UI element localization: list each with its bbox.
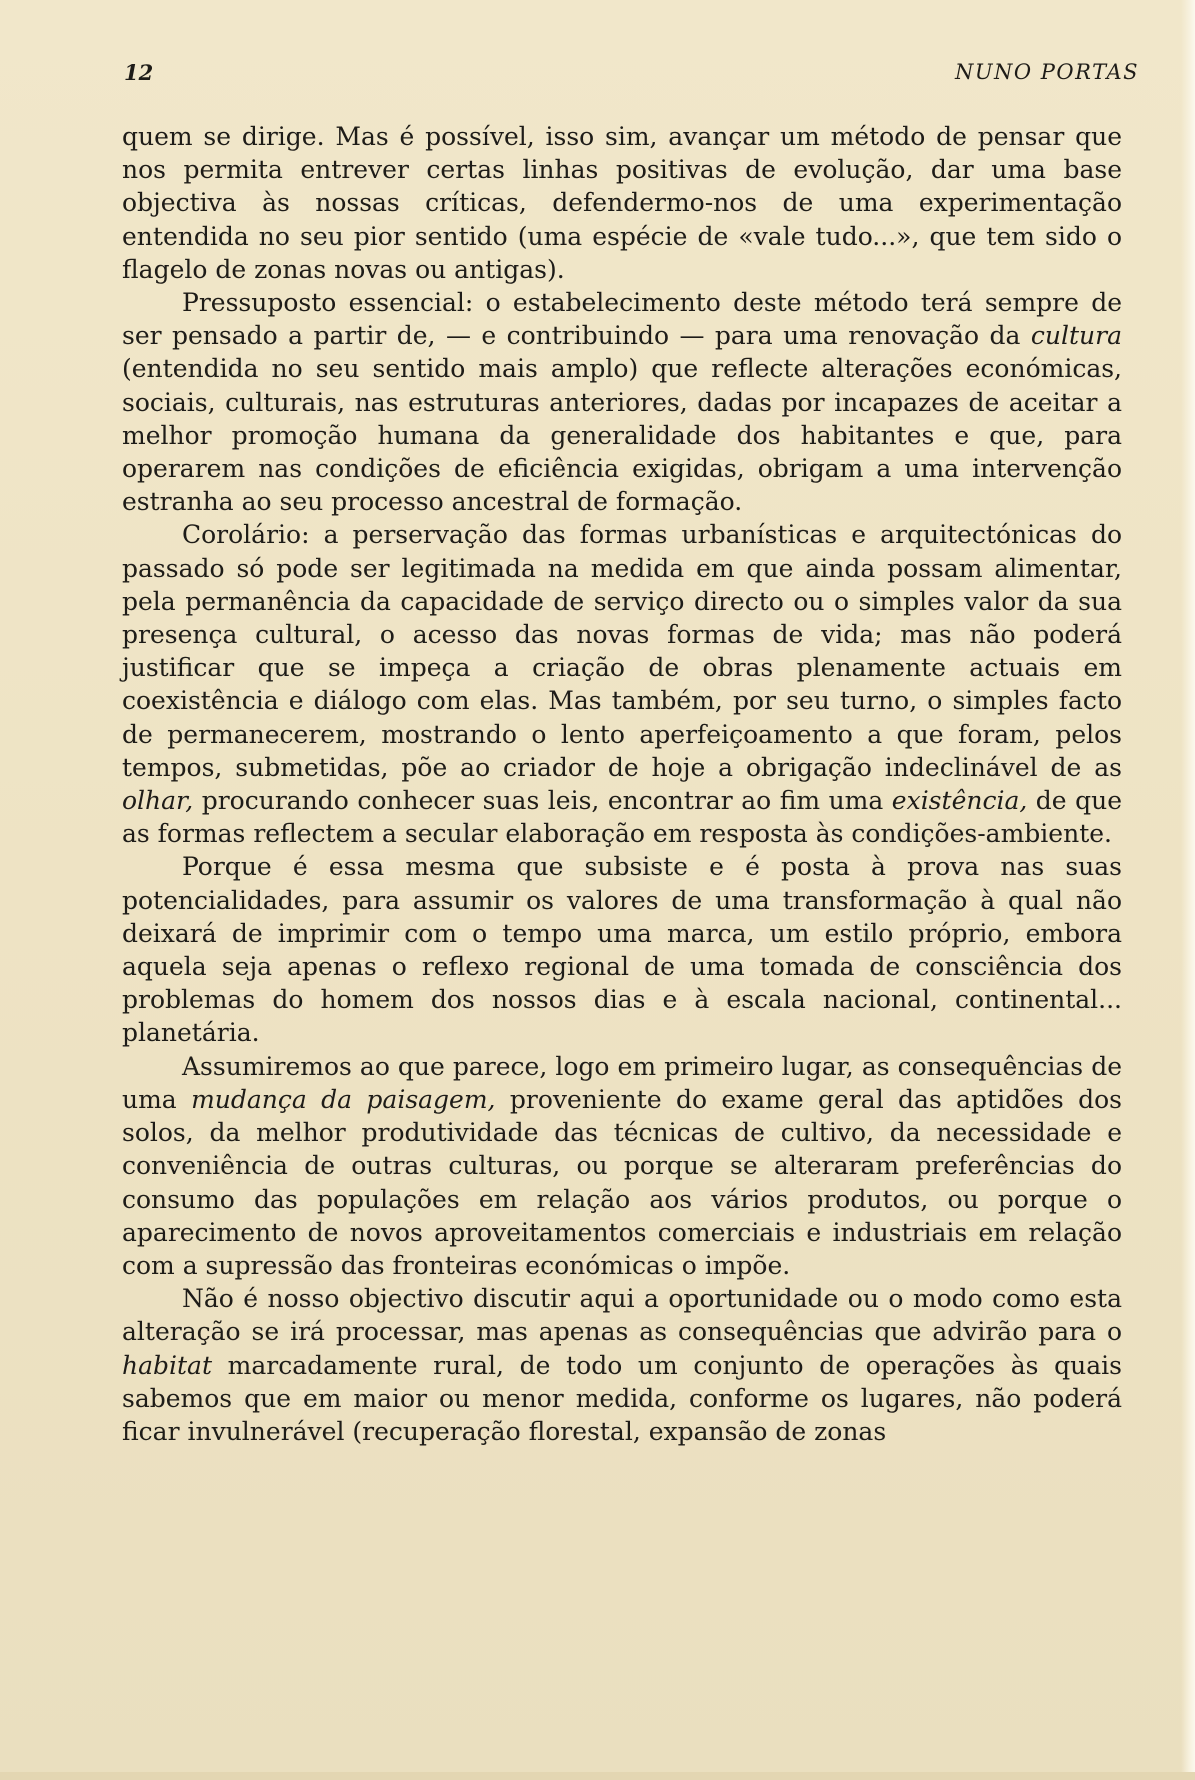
text-run: Porque é essa mesma que subsiste e é posta à prova nas suas potencialidades, para assumir os valores de uma transformação à qual não deixará de imprimir com o tempo uma marca, um estilo próprio, embora aquela seja apenas o reflexo regional de uma tomada de consciência dos problemas do homem dos nossos dias e à escala nacional, continental... planetária. [122, 852, 1122, 1048]
italic-text-run: existência, [891, 786, 1028, 816]
italic-text-run: cultura [1030, 321, 1122, 351]
text-run: marcadamente rural, de todo um conjunto de operações às quais sabemos que em maior ou menor medida, conforme os lugares, não poderá ficar invulnerável (recuperação florestal, expansão de zonas [122, 1350, 1122, 1446]
text-run: quem se dirige. Mas é possível, isso sim, avançar um método de pensar que nos permita entrever certas linhas positivas de evolução, dar uma base objectiva às nossas críticas, defendermo-nos de uma experimentação entendida no seu pior sentido (uma espécie de «vale tudo...», que tem sido o flagelo de zonas novas ou antigas). [122, 122, 1122, 284]
paragraph [122, 120, 1122, 286]
paragraph [122, 518, 1122, 850]
running-head-author: NUNO PORTAS [954, 60, 1139, 84]
paragraph [122, 1282, 1122, 1448]
text-run: proveniente do exame geral das aptidões dos solos, da melhor produtividade das técnicas de cultivo, da necessidade e conveniência de outras culturas, ou porque se alteraram preferências do consumo das populações em relação aos vários produtos, ou porque o aparecimento de novos aproveitamentos comerciais e industriais em relação com a supressão das fronteiras económicas o impõe. [122, 1084, 1122, 1280]
italic-text-run: mudança da paisagem, [191, 1084, 496, 1114]
paragraph [122, 286, 1122, 518]
page-number: 12 [124, 60, 154, 85]
text-run: Corolário: a perservação das formas urbanísticas e arquitectónicas do passado só pode ser legitimada na medida em que ainda possam alimentar, pela permanência da capacidade de serviço directo ou o simples valor da sua presença cultural, o acesso das novas formas de vida; mas não poderá justificar que se impeça a criação de obras plenamente actuais em coexistência e diálogo com elas. Mas também, por seu turno, o simples facto de permanecerem, mostrando o lento aperfeiçoamento a que foram, pelos tempos, submetidas, põe ao criador de hoje a obrigação indeclinável de as [122, 520, 1122, 782]
text-run: Assumiremos ao que parece, logo em primeiro lugar, as consequências de uma [122, 1051, 1122, 1114]
text-run: Pressuposto essencial: o estabelecimento deste método terá sempre de ser pensado a partir de, — e contribuindo — para uma renovação da [122, 288, 1122, 351]
body-text [122, 120, 1122, 1448]
italic-text-run: olhar, [122, 786, 194, 816]
italic-text-run: habitat [122, 1350, 213, 1380]
paragraph [122, 850, 1122, 1049]
text-run: de que as formas reflectem a secular elaboração em resposta às condições-ambiente. [122, 786, 1123, 849]
paragraph [122, 1050, 1122, 1282]
page-edge [1181, 0, 1195, 1780]
text-run: procurando conhecer suas leis, encontrar ao fim uma [193, 786, 892, 816]
text-run: (entendida no seu sentido mais amplo) que reflecte alterações económicas, sociais, culturais, nas estruturas anteriores, dadas por incapazes de aceitar a melhor promoção humana da generalidade dos habitantes e que, para operarem nas condições de eficiência exigidas, obrigam a uma intervenção estranha ao seu processo ancestral de formação. [122, 354, 1122, 517]
text-run: Não é nosso objectivo discutir aqui a oportunidade ou o modo como esta alteração se irá processar, mas apenas as consequências que advirão para o [122, 1284, 1122, 1347]
running-head [124, 60, 1139, 90]
page-bottom-edge [0, 1772, 1195, 1780]
